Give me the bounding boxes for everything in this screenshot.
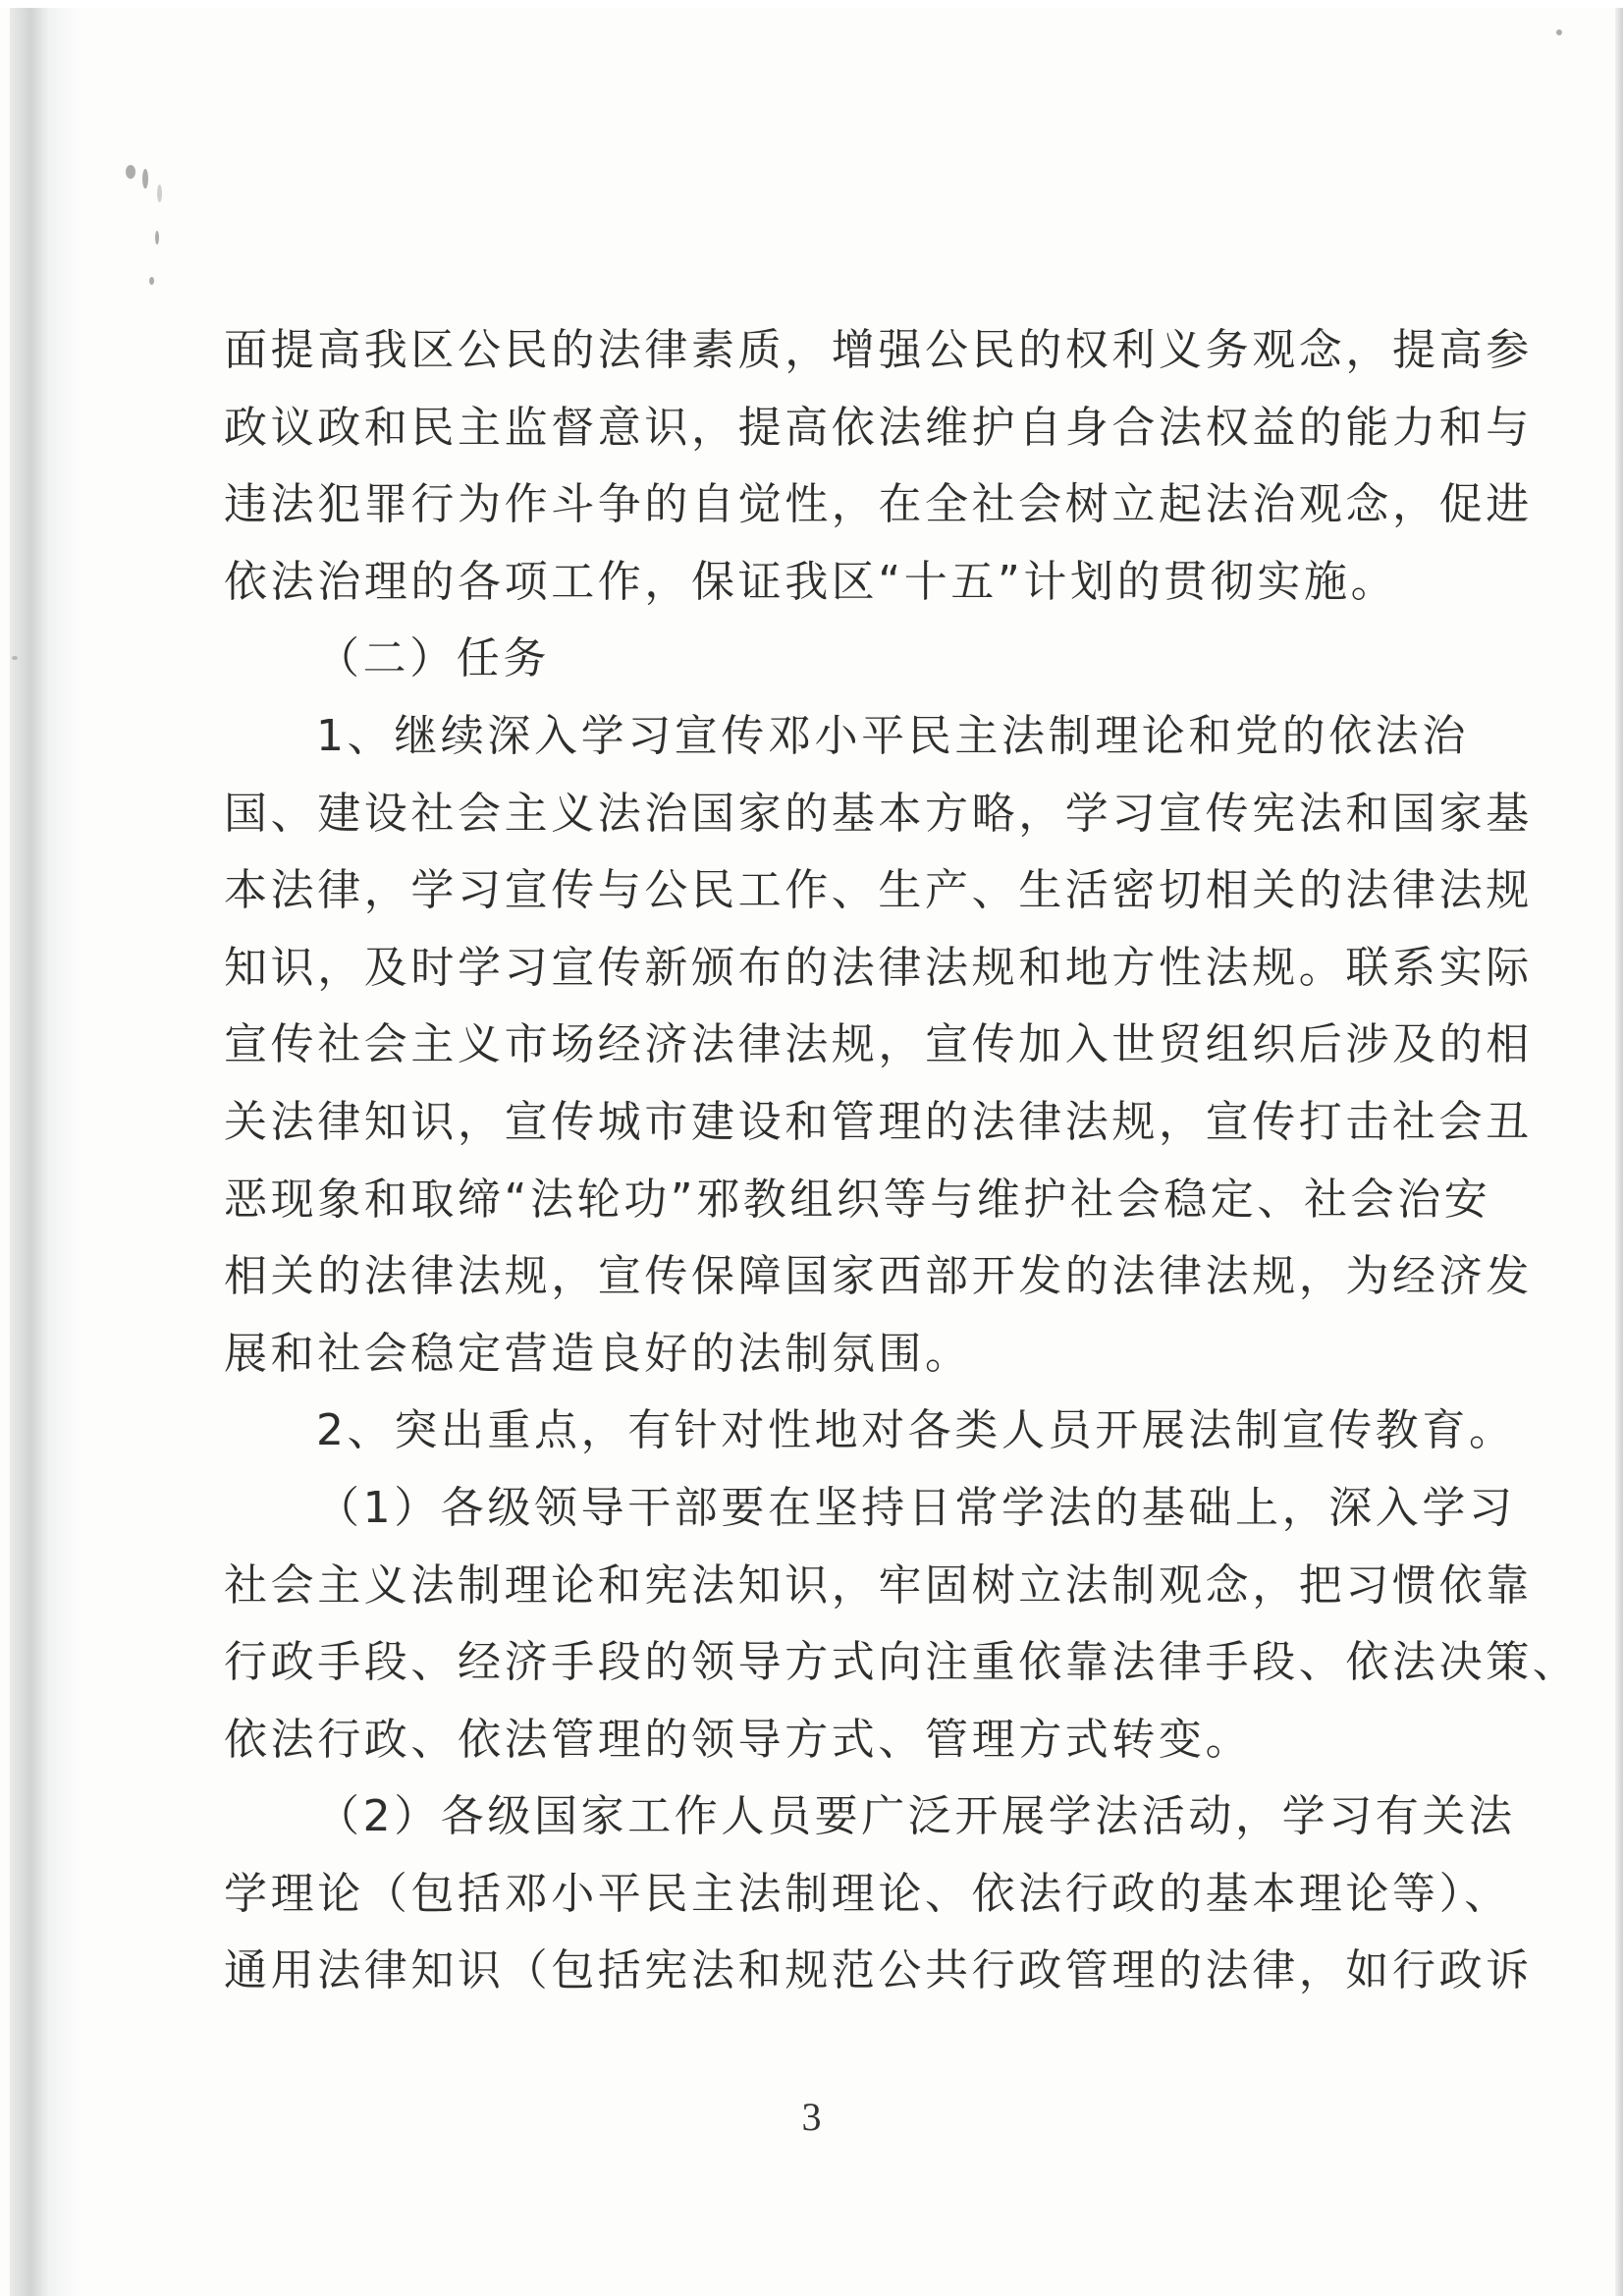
- scan-binding-shadow: [10, 8, 81, 2296]
- text-line: 通用法律知识（包括宪法和规范公共行政管理的法律，如行政诉: [224, 1945, 1533, 1996]
- text-line: 国、建设社会主义法治国家的基本方略，学习宣传宪法和国家基: [224, 788, 1533, 839]
- text-line: 依法治理的各项工作，保证我区“十五”计划的贯彻实施。: [224, 556, 1398, 607]
- text-line: 展和社会稳定营造良好的法制氛围。: [224, 1328, 972, 1379]
- paragraph-first-line: 1、继续深入学习宣传邓小平民主法制理论和党的依法治: [316, 710, 1469, 761]
- text-line: 学理论（包括邓小平民主法制理论、依法行政的基本理论等）、: [224, 1868, 1511, 1919]
- page-number: 3: [801, 2095, 822, 2139]
- text-line: 面提高我区公民的法律素质，增强公民的权利义务观念，提高参: [224, 325, 1533, 375]
- scan-top-edge: [0, 0, 1623, 8]
- scan-right-edge: [1615, 8, 1623, 2296]
- scan-speck: [126, 165, 135, 179]
- scan-speck: [155, 231, 159, 245]
- scan-speck: [1556, 29, 1562, 35]
- text-line: 本法律，学习宣传与公民工作、生产、生活密切相关的法律法规: [224, 865, 1533, 916]
- document-body: [224, 312, 1580, 2010]
- text-line: 政议政和民主监督意识，提高依法维护自身合法权益的能力和与: [224, 402, 1533, 453]
- text-line: 关法律知识，宣传城市建设和管理的法律法规，宣传打击社会丑: [224, 1096, 1533, 1147]
- text-line: 宣传社会主义市场经济法律法规，宣传加入世贸组织后涉及的相: [224, 1019, 1533, 1070]
- text-line: 行政手段、经济手段的领导方式向注重依靠法律手段、依法决策、: [224, 1637, 1580, 1688]
- paragraph-first-line: （1）各级领导干部要在坚持日常学法的基础上，深入学习: [316, 1482, 1516, 1533]
- scan-speck: [142, 169, 148, 189]
- text-line: 知识，及时学习宣传新颁布的法律法规和地方性法规。联系实际: [224, 942, 1533, 993]
- text-line: 相关的法律法规，宣传保障国家西部开发的法律法规，为经济发: [224, 1251, 1533, 1302]
- text-line: 社会主义法制理论和宪法知识，牢固树立法制观念，把习惯依靠: [224, 1559, 1533, 1611]
- paragraph-first-line: 2、突出重点，有针对性地对各类人员开展法制宣传教育。: [316, 1405, 1516, 1456]
- text-line: 违法犯罪行为作斗争的自觉性，在全社会树立起法治观念，促进: [224, 479, 1533, 530]
- scan-speck: [149, 277, 154, 285]
- paragraph-first-line: （2）各级国家工作人员要广泛开展学法活动，学习有关法: [316, 1791, 1516, 1842]
- text-line: 依法行政、依法管理的领导方式、管理方式转变。: [224, 1714, 1253, 1765]
- scan-speck: [12, 656, 18, 660]
- scan-speck: [157, 185, 162, 202]
- section-heading: （二）任务: [316, 633, 550, 684]
- text-line: 恶现象和取缔“法轮功”邪教组织等与维护社会稳定、社会治安: [224, 1174, 1491, 1225]
